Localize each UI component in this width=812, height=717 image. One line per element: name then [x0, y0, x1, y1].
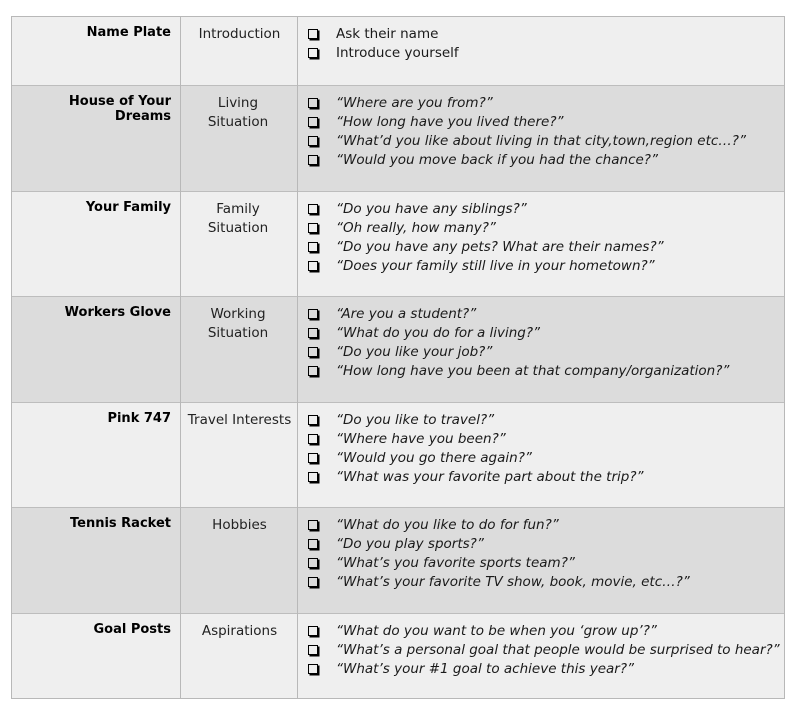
- row-topic: Name Plate: [86, 25, 171, 40]
- checkbox-icon[interactable]: [308, 347, 318, 357]
- list-item: [308, 237, 664, 256]
- question-text: “Do you like your job?”: [336, 343, 493, 360]
- checkbox-icon[interactable]: [308, 117, 318, 127]
- question-text: “Do you have any pets? What are their names?”: [336, 238, 664, 255]
- question-text: “Where are you from?”: [336, 94, 493, 111]
- checkbox-icon[interactable]: [308, 472, 318, 482]
- checkbox-icon[interactable]: [308, 664, 318, 674]
- row-topic: Tennis Racket: [69, 516, 171, 531]
- checkbox-icon[interactable]: [308, 328, 318, 338]
- checkbox-icon[interactable]: [308, 136, 318, 146]
- row-topic: Goal Posts: [93, 622, 171, 637]
- question-list: [308, 515, 690, 592]
- list-item: [308, 151, 746, 170]
- question-text: “What do you want to be when you ‘grow up’?”: [336, 622, 657, 639]
- list-item: [308, 24, 459, 43]
- checkbox-icon[interactable]: [308, 48, 318, 58]
- row-topic: Your Family: [85, 200, 171, 215]
- row-topic: House of Your Dreams: [68, 94, 171, 124]
- table-row: [12, 297, 784, 403]
- question-text: “Do you have any siblings?”: [336, 200, 527, 217]
- checkbox-icon[interactable]: [308, 309, 318, 319]
- checkbox-icon[interactable]: [308, 453, 318, 463]
- list-item: [308, 534, 690, 553]
- checkbox-icon[interactable]: [308, 520, 318, 530]
- row-category: Aspirations: [201, 623, 278, 639]
- checkbox-icon[interactable]: [308, 223, 318, 233]
- question-list: [308, 410, 644, 487]
- question-text: Ask their name: [336, 25, 439, 42]
- list-item: [308, 621, 780, 640]
- row-category: Working Situation: [207, 306, 269, 341]
- question-text: “What do you like to do for fun?”: [336, 516, 559, 533]
- question-text: “What’s a personal goal that people would be surprised to hear?”: [336, 641, 780, 658]
- list-item: [308, 468, 644, 487]
- list-item: [308, 304, 729, 323]
- row-category: Introduction: [198, 26, 281, 42]
- question-text: “What’d you like about living in that city,town,region etc…?”: [336, 132, 746, 149]
- row-topic: Pink 747: [107, 411, 171, 426]
- column-divider: [180, 17, 181, 698]
- question-text: “Do you like to travel?”: [336, 411, 495, 428]
- checkbox-icon[interactable]: [308, 539, 318, 549]
- question-text: “Do you play sports?”: [336, 535, 484, 552]
- list-item: [308, 410, 644, 429]
- list-item: [308, 448, 644, 467]
- list-item: [308, 429, 644, 448]
- question-text: “What was your favorite part about the trip?”: [336, 469, 644, 486]
- question-list: [308, 93, 746, 170]
- table-row: [12, 403, 784, 508]
- question-list: [308, 304, 729, 381]
- question-text: “How long have you lived there?”: [336, 113, 564, 130]
- row-category: Hobbies: [212, 517, 267, 533]
- checkbox-icon[interactable]: [308, 626, 318, 636]
- question-text: “How long have you been at that company/organization?”: [336, 363, 730, 380]
- question-text: “Oh really, how many?”: [336, 219, 496, 236]
- table-row: [12, 86, 784, 192]
- question-list: [308, 199, 664, 276]
- question-text: “Are you a student?”: [336, 305, 477, 322]
- list-item: [308, 323, 729, 342]
- table-row: [12, 17, 784, 86]
- list-item: [308, 553, 690, 572]
- checkbox-icon[interactable]: [308, 261, 318, 271]
- question-text: “Would you go there again?”: [336, 449, 532, 466]
- list-item: [308, 131, 746, 150]
- question-list: [308, 24, 459, 62]
- table-row: [12, 508, 784, 614]
- question-text: “What do you do for a living?”: [336, 324, 541, 341]
- checkbox-icon[interactable]: [308, 155, 318, 165]
- row-category: Living Situation: [207, 95, 269, 130]
- checkbox-icon[interactable]: [308, 415, 318, 425]
- question-list: [308, 621, 780, 679]
- list-item: [308, 199, 664, 218]
- list-item: [308, 43, 459, 62]
- checkbox-icon[interactable]: [308, 434, 318, 444]
- row-topic: Workers Glove: [64, 305, 171, 320]
- table-row: [12, 614, 784, 698]
- list-item: [308, 342, 729, 361]
- question-text: “What’s your #1 goal to achieve this year?”: [336, 660, 635, 677]
- checkbox-icon[interactable]: [308, 366, 318, 376]
- question-text: “Does your family still live in your hometown?”: [336, 258, 655, 275]
- list-item: [308, 257, 664, 276]
- list-item: [308, 112, 746, 131]
- question-text: “What’s your favorite TV show, book, movie, etc…?”: [336, 574, 690, 591]
- question-text: “Where have you been?”: [336, 430, 506, 447]
- row-category: Family Situation: [207, 201, 269, 236]
- list-item: [308, 515, 690, 534]
- checkbox-icon[interactable]: [308, 558, 318, 568]
- list-item: [308, 659, 780, 678]
- row-category: Travel Interests: [187, 412, 292, 428]
- checkbox-icon[interactable]: [308, 242, 318, 252]
- list-item: [308, 93, 746, 112]
- list-item: [308, 362, 729, 381]
- checkbox-icon[interactable]: [308, 29, 318, 39]
- question-text: “What’s you favorite sports team?”: [336, 554, 575, 571]
- checkbox-icon[interactable]: [308, 577, 318, 587]
- checkbox-icon[interactable]: [308, 645, 318, 655]
- checkbox-icon[interactable]: [308, 204, 318, 214]
- list-item: [308, 640, 780, 659]
- list-item: [308, 218, 664, 237]
- question-text: “Would you move back if you had the chance?”: [336, 152, 658, 169]
- column-divider: [297, 17, 298, 698]
- checkbox-icon[interactable]: [308, 98, 318, 108]
- question-text: Introduce yourself: [336, 44, 459, 61]
- table-row: [12, 192, 784, 297]
- conversation-guide-table: [11, 16, 785, 699]
- list-item: [308, 573, 690, 592]
